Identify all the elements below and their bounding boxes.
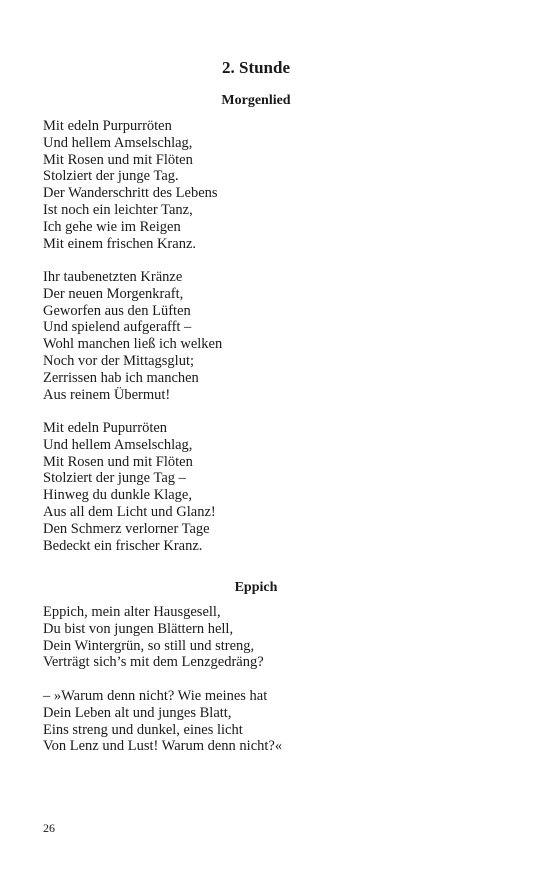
verse-line: Mit edeln Purpurröten	[43, 118, 172, 134]
verse-line: Ihr taubenetzten Kränze	[43, 269, 183, 285]
verse-line: Der neuen Morgenkraft,	[43, 285, 184, 302]
verse-line: Stolziert der junge Tag –	[43, 470, 186, 487]
verse-line: Ich gehe wie im Reigen	[43, 218, 181, 235]
stanza	[43, 688, 483, 755]
verse-line: Bedeckt ein frischer Kranz.	[43, 537, 203, 554]
verse-line: Von Lenz und Lust! Warum denn nicht?«	[43, 738, 283, 755]
stanza	[43, 269, 483, 403]
verse-line: Aus reinem Übermut!	[43, 386, 171, 403]
verse-line: Zerrissen hab ich manchen	[43, 369, 199, 386]
verse-line: – »Warum denn nicht? Wie meines hat	[43, 688, 268, 704]
poem-title-morgenlied: Morgenlied	[221, 93, 291, 108]
verse-line: Eppich, mein alter Hausgesell,	[43, 604, 221, 620]
verse-line: Und hellem Amselschlag,	[43, 134, 193, 151]
verse-line: Geworfen aus den Lüften	[43, 302, 191, 319]
verse-line: Verträgt sich’s mit dem Lenzgedräng?	[43, 654, 264, 671]
stanza	[43, 604, 483, 671]
verse-line: Und hellem Amselschlag,	[43, 436, 193, 453]
verse-line: Noch vor der Mittagsglut;	[43, 352, 195, 369]
verse-line: Dein Leben alt und junges Blatt,	[43, 704, 232, 721]
verse-line: Dein Wintergrün, so still und streng,	[43, 637, 255, 654]
stanza	[43, 118, 483, 252]
verse-line: Mit Rosen und mit Flöten	[43, 453, 193, 470]
chapter-title: 2. Stunde	[221, 58, 291, 77]
verse-line: Ist noch ein leichter Tanz,	[43, 201, 193, 218]
verse-line: Der Wanderschritt des Lebens	[43, 185, 218, 202]
verse-line: Eins streng und dunkel, eines licht	[43, 721, 243, 738]
stanza	[43, 420, 483, 554]
verse-line: Stolziert der junge Tag.	[43, 168, 179, 185]
verse-line: Und spielend aufgerafft –	[43, 319, 192, 336]
verse-line: Mit edeln Pupurröten	[43, 420, 168, 436]
verse-line: Aus all dem Licht und Glanz!	[43, 503, 216, 520]
verse-line: Den Schmerz verlorner Tage	[43, 520, 210, 537]
poem-title-eppich: Eppich	[234, 580, 278, 595]
page-number: 26	[43, 821, 55, 835]
verse-line: Du bist von jungen Blättern hell,	[43, 620, 234, 637]
verse-line: Hinweg du dunkle Klage,	[43, 487, 192, 504]
verse-line: Wohl manchen ließ ich welken	[43, 336, 223, 353]
verse-line: Mit Rosen und mit Flöten	[43, 151, 193, 168]
verse-line: Mit einem frischen Kranz.	[43, 235, 197, 252]
